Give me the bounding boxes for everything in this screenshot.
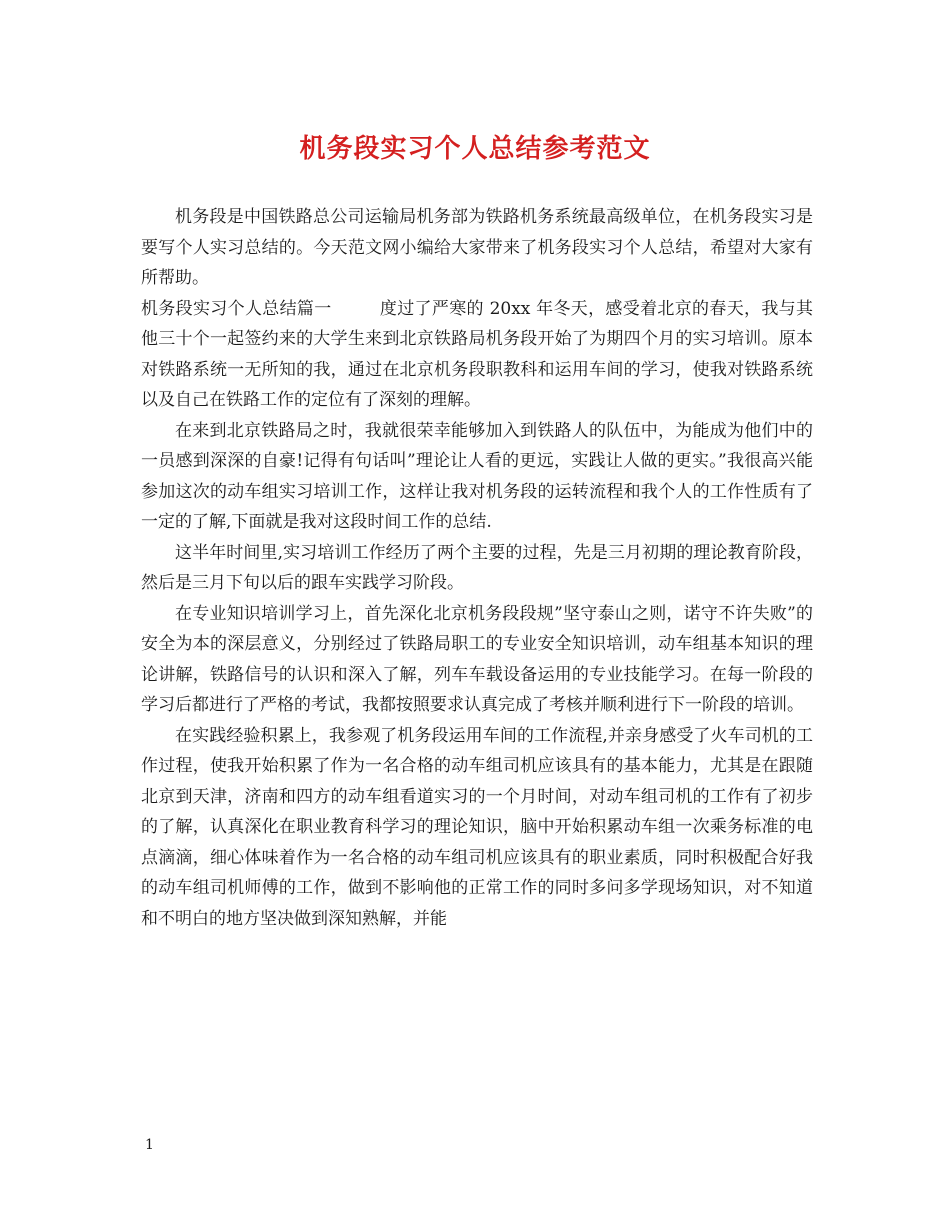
paragraph-intro: 机务段是中国铁路总公司运输局机务部为铁路机务系统最高级单位，在机务段实习是要写个人实习总结的。今天范文网小编给大家带来了机务段实习个人总结，希望对大家有所帮助。 [141, 207, 813, 288]
page-number: 1 [145, 1137, 154, 1153]
section-heading: 机务段实习个人总结篇一 [141, 298, 332, 319]
document-body [141, 202, 813, 934]
paragraph-arrival: 在来到北京铁路局之时，我就很荣幸能够加入到铁路人的队伍中，为能成为他们中的一员感到深深的自豪!记得有句话叫”理论让人看的更远，实践让人做的更实。”我很高兴能参加这次的动车组实习培训工作，这样让我对机务段的运转流程和我个人的工作性质有了一定的了解,下面就是我对这段时间工作的总结. [141, 420, 813, 532]
paragraph-half-year: 这半年时间里,实习培训工作经历了两个主要的过程，先是三月初期的理论教育阶段，然后是三月下旬以后的跟车实践学习阶段。 [141, 542, 813, 593]
paragraph-practice: 在实践经验积累上，我参观了机务段运用车间的工作流程,并亲身感受了火车司机的工作过程，使我开始积累了作为一名合格的动车组司机应该具有的基本能力，尤其是在跟随北京到天津，济南和四方的动车组看道实习的一个月时间，对动车组司机的工作有了初步的了解，认真深化在职业教育科学习的理论知识，脑中开始积累动车组一次乘务标准的电点滴滴，细心体味着作为一名合格的动车组司机应该具有的职业素质，同时积极配合好我的动车组司机师傅的工作，做到不影响他的正常工作的同时多问多学现场知识，对不知道和不明白的地方坚决做到深知熟解，并能 [141, 725, 813, 929]
document-title: 机务段实习个人总结参考范文 [299, 134, 651, 164]
section-text: 度过了严寒的 20xx 年冬天，感受着北京的春天，我与其他三十个一起签约来的大学生来到北京铁路局机务段开始了为期四个月的实习培训。原本对铁路系统一无所知的我，通过在北京机务段职教科和运用车间的学习，使我对铁路系统以及自己在铁路工作的定位有了深刻的理解。 [141, 298, 813, 410]
paragraph-section-one [141, 294, 813, 416]
paragraph-training: 在专业知识培训学习上，首先深化北京机务段段规”坚守泰山之则，诺守不许失败”的安全为本的深层意义，分别经过了铁路局职工的专业安全知识培训，动车组基本知识的理论讲解，铁路信号的认识和深入了解，列车车载设备运用的专业技能学习。在每一阶段的学习后都进行了严格的考试，我都按照要求认真完成了考核并顺利进行下一阶段的培训。 [141, 603, 813, 715]
